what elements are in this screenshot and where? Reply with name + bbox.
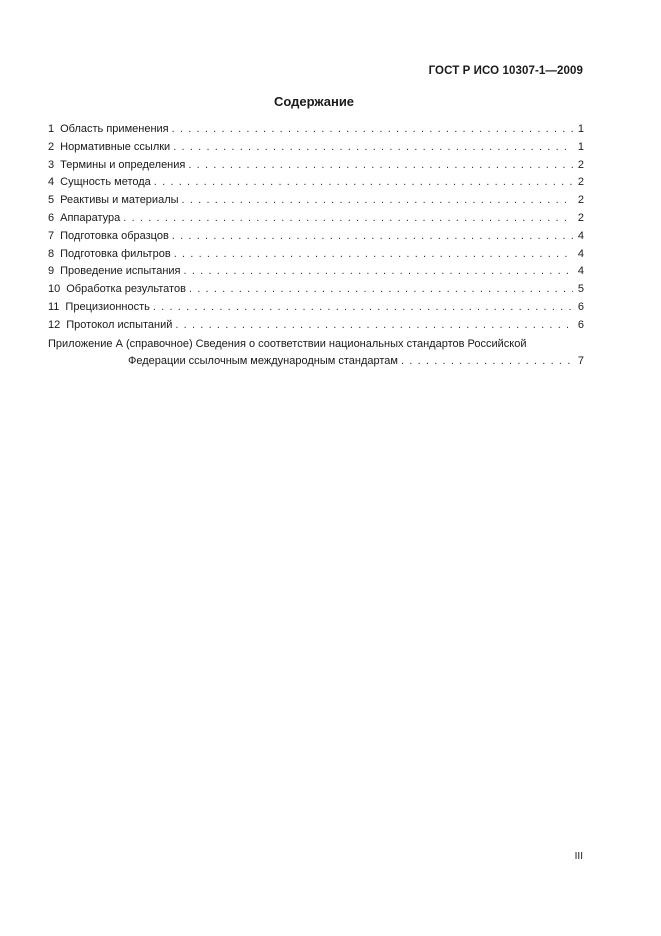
toc-entry-number: 1 [48,123,55,135]
toc-leader-dots [123,210,573,228]
toc-entry-page: 2 [577,176,584,189]
toc-entry-label: Сущность метода [60,176,151,189]
toc-entry-number: 5 [48,194,55,207]
toc-entry[interactable] [48,317,584,335]
toc-leader-dots [153,299,573,317]
toc-title: Содержание [273,94,355,109]
toc-entry-label: Реактивы и материалы [60,194,179,207]
toc-leader-dots [182,192,573,210]
toc-entry[interactable] [48,281,584,299]
toc-leader-dots [189,281,573,299]
toc-entry[interactable] [48,157,584,175]
appendix-page: 7 [577,354,584,367]
appendix-title-line2-row [48,353,584,370]
toc-entry[interactable] [48,139,584,157]
toc-entry-number: 2 [48,140,55,153]
toc-entry-label: Прецизионность [65,300,150,313]
toc-leader-dots [188,157,573,175]
toc-entry-number: 6 [48,211,55,224]
toc-entry[interactable] [48,192,584,210]
toc-appendix-entry[interactable] [48,336,584,370]
toc-leader-dots [174,246,573,264]
toc-entry[interactable] [48,228,584,246]
page-number: III [574,851,583,862]
toc-entry-page: 4 [577,247,584,260]
toc-entry-label: Проведение испытания [60,265,181,278]
toc-entry-page: 5 [577,283,584,296]
toc-entry[interactable] [48,174,584,192]
toc-entry[interactable] [48,210,584,228]
toc-entry[interactable] [48,299,584,317]
toc-entry-label: Аппаратура [60,211,121,224]
toc-entry-page: 2 [577,158,584,171]
toc-entry-number: 12 [48,318,61,331]
toc-leader-dots [172,121,573,139]
toc-entry-page: 6 [577,300,584,313]
toc-entry-label: Нормативные ссылки [60,140,171,153]
toc-entry-number: 4 [48,176,55,189]
toc-entry-number: 3 [48,158,55,171]
toc-leader-dots [175,317,573,335]
toc-leader-dots [173,139,573,157]
toc-entry-number: 9 [48,265,55,278]
toc-entry-label: Протокол испытаний [66,318,173,331]
toc-entry-page: 4 [577,229,584,242]
table-of-contents [48,121,584,370]
toc-entry-label: Область применения [60,123,169,135]
appendix-title-line2: Федерации ссылочным международным стандартам [128,354,398,367]
toc-entry-page: 4 [577,265,584,278]
toc-leader-dots [184,263,573,281]
toc-entry-page: 1 [577,123,584,135]
toc-entry-number: 8 [48,247,55,260]
toc-entry-page: 6 [577,318,584,331]
toc-entry-number: 11 [48,300,60,313]
toc-leader-dots [401,353,573,370]
toc-entry-label: Подготовка образцов [60,229,169,242]
appendix-title-line1: Приложение А (справочное) Сведения о соответствии национальных стандартов Российской [48,337,527,350]
toc-entry-label: Термины и определения [60,158,186,171]
toc-entry-label: Обработка результатов [66,283,186,296]
toc-leader-dots [154,174,573,192]
toc-entry[interactable] [48,246,584,264]
toc-entry-page: 2 [577,194,584,207]
toc-entry[interactable] [48,121,584,139]
toc-entry[interactable] [48,263,584,281]
toc-entry-number: 10 [48,283,61,296]
toc-leader-dots [172,228,573,246]
toc-entry-page: 2 [577,211,584,224]
toc-entry-label: Подготовка фильтров [60,247,171,260]
standard-code: ГОСТ Р ИСО 10307-1—2009 [428,65,583,77]
toc-entry-page: 1 [577,140,584,153]
toc-entry-number: 7 [48,229,55,242]
